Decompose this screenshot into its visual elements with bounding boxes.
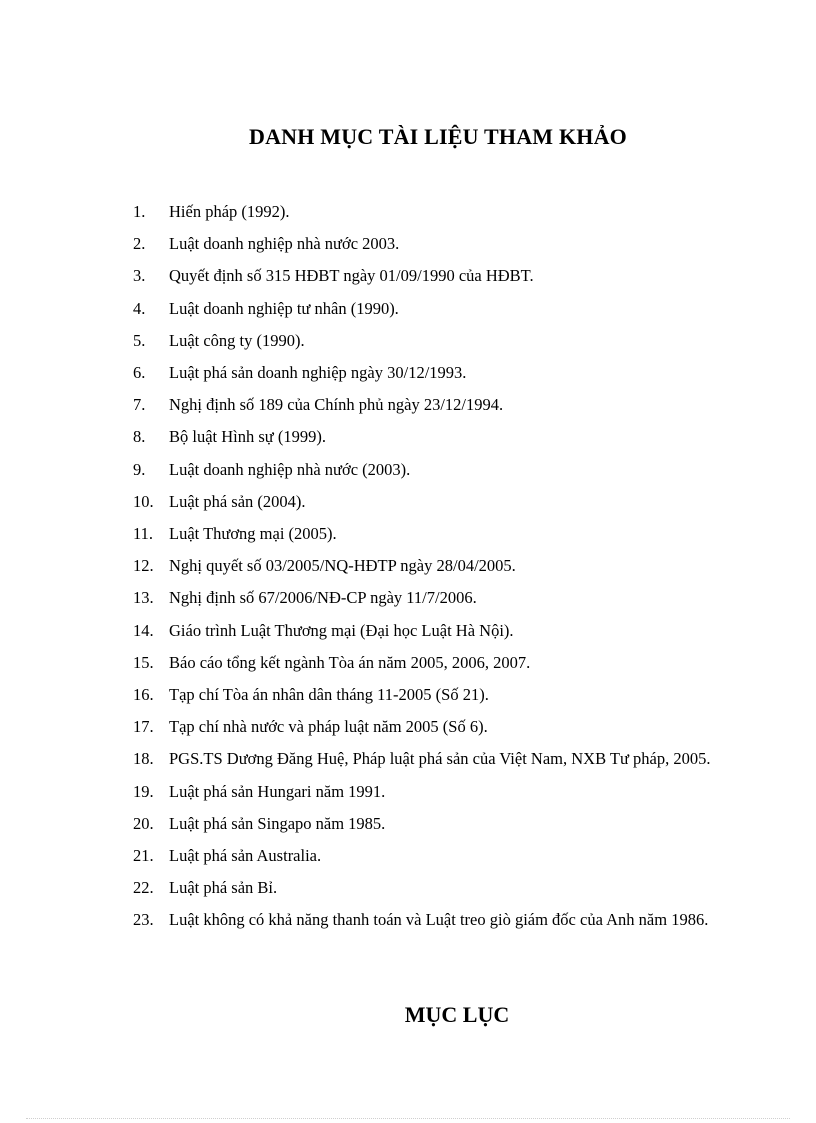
reference-number: 11. [133,524,154,544]
reference-text: Tạp chí nhà nước và pháp luật năm 2005 (Số 6). [169,717,488,737]
reference-text: Nghị định số 189 của Chính phủ ngày 23/12/1994. [169,395,504,415]
reference-number: 19. [133,781,154,801]
reference-text: Luật phá sản Australia. [169,846,322,866]
page-title: DANH MỤC TÀI LIỆU THAM KHẢO [248,124,627,149]
reference-text: Giáo trình Luật Thương mại (Đại học Luật Hà Nội). [169,620,514,640]
reference-text: Luật phá sản (2004). [169,491,306,511]
reference-item [133,325,738,357]
reference-number: 1. [133,202,146,221]
reference-number: 5. [133,330,146,350]
reference-text: Luật phá sản Bỉ. [169,878,278,898]
reference-item [133,486,738,518]
reference-item [133,776,738,808]
reference-number: 17. [133,717,154,737]
reference-item [133,808,738,840]
reference-text: Luật phá sản doanh nghiệp ngày 30/12/1993. [169,363,467,383]
reference-item [133,872,738,904]
reference-number: 6. [133,363,146,383]
reference-list [133,196,738,937]
reference-item [133,840,738,872]
reference-number: 18. [133,749,154,769]
reference-text: Luật doanh nghiệp nhà nước 2003. [169,234,400,254]
reference-item [133,679,738,711]
reference-item [133,582,738,614]
reference-text: Luật phá sản Hungari năm 1991. [169,781,386,801]
reference-text: Bộ luật Hình sự (1999). [169,427,326,447]
reference-item [133,196,738,228]
reference-item [133,615,738,647]
reference-number: 4. [133,298,146,318]
reference-item [133,454,738,486]
reference-item [133,743,738,775]
reference-text: Luật doanh nghiệp tư nhân (1990). [169,298,399,318]
reference-number: 12. [133,556,154,576]
reference-text: Tạp chí Tòa án nhân dân tháng 11-2005 (Số 21). [169,685,489,705]
section-title-contents: MỤC LỤC [404,1002,510,1027]
reference-item [133,711,738,743]
reference-number: 20. [133,813,154,833]
reference-item [133,904,738,936]
reference-number: 13. [133,588,154,608]
reference-number: 15. [133,652,154,672]
reference-number: 21. [133,846,154,866]
reference-number: 3. [133,266,146,286]
reference-text: Luật phá sản Singapo năm 1985. [169,813,386,833]
reference-text: Luật Thương mại (2005). [169,524,337,544]
reference-number: 7. [133,395,146,415]
reference-number: 2. [133,234,146,254]
reference-item [133,421,738,453]
reference-text: Luật không có khả năng thanh toán và Luật treo giò giám đốc của Anh năm 1986. [169,910,709,930]
reference-item [133,260,738,292]
reference-number: 16. [133,685,154,705]
reference-text: Luật công ty (1990). [169,330,305,350]
reference-text: PGS.TS Dương Đăng Huệ, Pháp luật phá sản của Việt Nam, NXB Tư pháp, 2005. [169,749,711,769]
reference-number: 14. [133,620,154,640]
reference-number: 22. [133,878,154,898]
reference-text: Hiến pháp (1992). [169,202,290,221]
page-footer-divider [26,1118,790,1119]
reference-text: Báo cáo tổng kết ngành Tòa án năm 2005, 2006, 2007. [169,652,531,672]
reference-number: 23. [133,910,154,930]
reference-number: 8. [133,427,146,447]
reference-item [133,550,738,582]
reference-number: 10. [133,491,154,511]
reference-item [133,389,738,421]
reference-item [133,293,738,325]
reference-item [133,518,738,550]
reference-item [133,647,738,679]
reference-text: Nghị quyết số 03/2005/NQ-HĐTP ngày 28/04/2005. [169,556,516,576]
reference-text: Nghị định số 67/2006/NĐ-CP ngày 11/7/2006. [169,588,477,608]
reference-text: Luật doanh nghiệp nhà nước (2003). [169,459,411,479]
reference-number: 9. [133,459,146,479]
reference-item [133,357,738,389]
reference-item [133,228,738,260]
reference-text: Quyết định số 315 HĐBT ngày 01/09/1990 của HĐBT. [169,266,534,286]
